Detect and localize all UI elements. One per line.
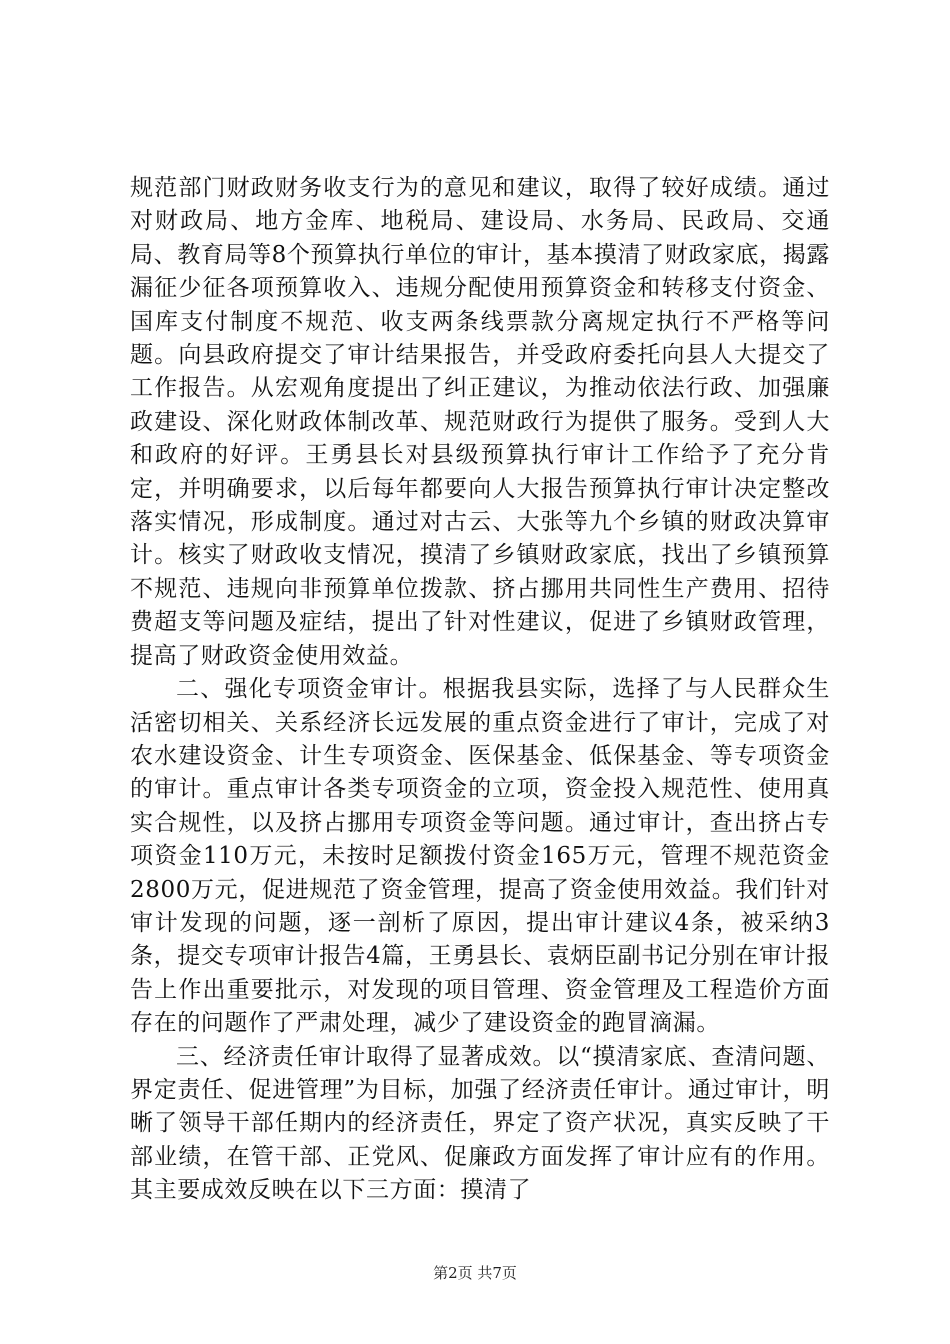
body-text xyxy=(130,172,830,1208)
page-footer: 第2页 共7页 xyxy=(433,1264,517,1282)
paragraph-3: 三、经济责任审计取得了显著成效。以“摸清家底、查清问题、界定责任、促进管理”为目标，加强了经济责任审计。通过审计，明晰了领导干部任期内的经济责任，界定了资产状况，真实反映了干部业绩，在管干部、正党风、促廉政方面发挥了审计应有的作用。其主要成效反映在以下三方面：摸清了 xyxy=(130,1043,830,1204)
paragraph-2: 二、强化专项资金审计。根据我县实际，选择了与人民群众生活密切相关、关系经济长远发展的重点资金进行了审计，完成了对农水建设资金、计生专项资金、医保基金、低保基金、等专项资金的审计。重点审计各类专项资金的立项，资金投入规范性、使用真实合规性，以及挤占挪用专项资金等问题。通过审计，查出挤占专项资金110万元，未按时足额拨付资金165万元，管理不规范资金2800万元，促进规范了资金管理，提高了资金使用效益。我们针对审计发现的问题，逐一剖析了原因，提出审计建议4条，被采纳3条，提交专项审计报告4篇，王勇县长、袁炳臣副书记分别在审计报告上作出重要批示，对发现的项目管理、资金管理及工程造价方面存在的问题作了严肃处理，减少了建设资金的跑冒滴漏。 xyxy=(130,676,830,1037)
paragraph-1: 规范部门财政财务收支行为的意见和建议，取得了较好成绩。通过对财政局、地方金库、地税局、建设局、水务局、民政局、交通局、教育局等8个预算执行单位的审计，基本摸清了财政家底，揭露漏征少征各项预算收入、违规分配使用预算资金和转移支付资金、国库支付制度不规范、收支两条线票款分离规定执行不严格等问题。向县政府提交了审计结果报告，并受政府委托向县人大提交了工作报告。从宏观角度提出了纠正建议，为推动依法行政、加强廉政建设、深化财政体制改革、规范财政行为提供了服务。受到人大和政府的好评。王勇县长对县级预算执行审计工作给予了充分肯定，并明确要求，以后每年都要向人大报告预算执行审计决定整改落实情况，形成制度。通过对古云、大张等九个乡镇的财政决算审计。核实了财政收支情况，摸清了乡镇财政家底，找出了乡镇预算不规范、违规向非预算单位拨款、挤占挪用共同性生产费用、招待费超支等问题及症结，提出了针对性建议，促进了乡镇财政管理，提高了财政资金使用效益。 xyxy=(130,175,830,669)
